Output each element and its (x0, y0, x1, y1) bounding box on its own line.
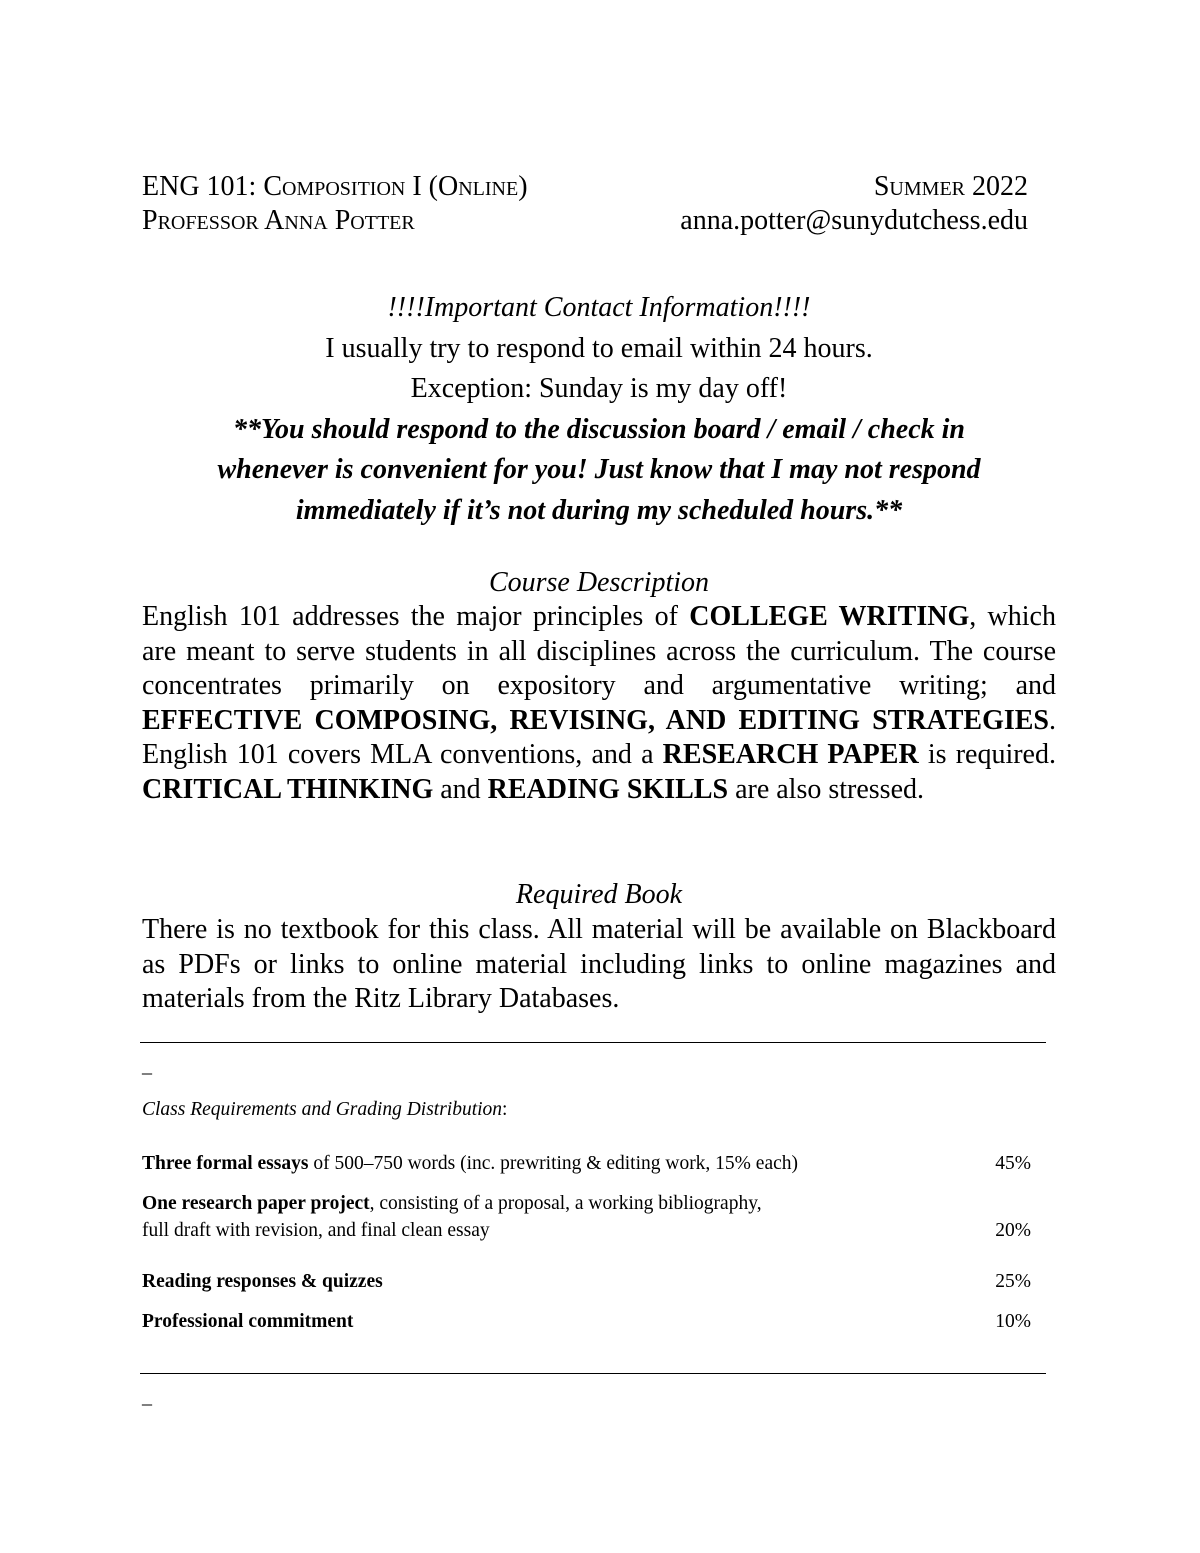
header-row-professor (142, 204, 1028, 238)
contact-exception: Exception: Sunday is my day off! (410, 373, 788, 404)
course-title: ENG 101: Composition I (Online) (142, 171, 528, 202)
grade-percent: 45% (995, 1153, 1031, 1174)
contact-response-time: I usually try to respond to email within 24 hours. (325, 332, 873, 364)
grading-heading: Class Requirements and Grading Distribution: (142, 1099, 508, 1120)
contact-note-line-2: whenever is convenient for you! Just know that I may not respond (217, 454, 981, 485)
header-row-course (142, 170, 1028, 204)
grade-percent: 10% (995, 1311, 1031, 1332)
contact-note-line-3: immediately if it’s not during my scheduled hours.** (295, 494, 903, 526)
contact-info-block (142, 288, 1056, 531)
grade-percent: 20% (995, 1220, 1031, 1241)
course-description-title: Course Description (488, 567, 710, 598)
professor-name: Professor Anna Potter (142, 205, 415, 236)
contact-heading: !!!!Important Contact Information!!!! (387, 292, 811, 323)
course-description-text: English 101 addresses the major principles of COLLEGE WRITING, which are meant to serve students in all disciplines across the curriculum. The course concentrates primarily on expository and argumentative writing; and EFFECTIVE COMPOSING, REVISING, AND EDITING STRATEGIES. English 101 covers MLA conventions, and a RESEARCH PAPER is required. CRITICAL THINKING and READING SKILLS are also stressed. (142, 601, 1056, 805)
separator-dash: _ (142, 1386, 152, 1408)
grade-row-reading-responses: Reading responses & quizzes 25% (142, 1268, 1031, 1295)
grade-row-formal-essays: Three formal essays of 500–750 words (inc. prewriting & editing work, 15% each) 45% (142, 1150, 1031, 1177)
term-label: Summer 2022 (873, 171, 1028, 202)
horizontal-rule (140, 1042, 1046, 1043)
grade-percent: 25% (995, 1271, 1031, 1292)
contact-note-line-1: **You should respond to the discussion board / email / check in (233, 413, 965, 445)
separator-dash: _ (142, 1055, 152, 1077)
professor-email: anna.potter@sunydutchess.edu (680, 205, 1028, 236)
grade-row-professional-commitment: Professional commitment 10% (142, 1308, 1031, 1335)
grade-row-research-paper: One research paper project, consisting of a proposal, a working bibliography, full draft with revision, and final clean essay 20% (142, 1190, 1031, 1244)
required-book-text: There is no textbook for this class. All material will be available on Blackboard as PDFs or links to online material including links to online magazines and materials from the Ritz Library Databases. (142, 914, 1056, 1015)
required-book-title: Required Book (515, 879, 683, 910)
horizontal-rule (140, 1373, 1046, 1374)
